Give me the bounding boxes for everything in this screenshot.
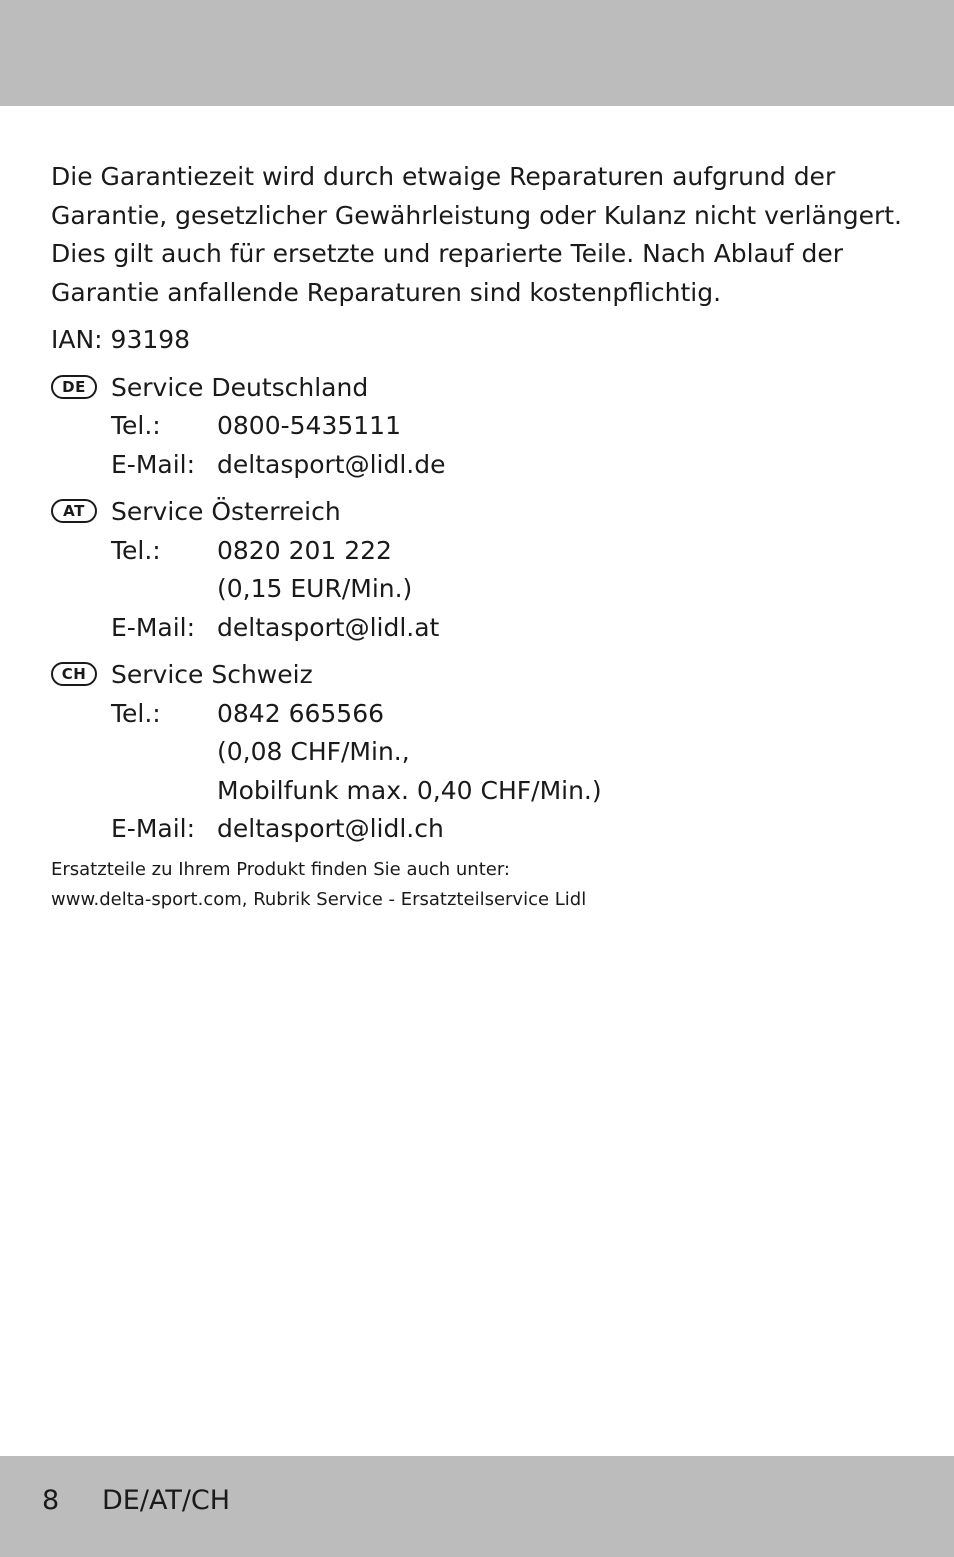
tel-note-row <box>111 570 911 609</box>
tel-rate-note: (0,15 EUR/Min.) <box>217 574 413 603</box>
tel-row <box>111 407 911 446</box>
tel-note-spacer <box>111 733 217 772</box>
footer-region-label: DE/AT/CH <box>102 1485 231 1516</box>
tel-note-spacer <box>111 570 217 609</box>
paragraph-line: Dies gilt auch für ersetzte und reparierte Teile. Nach Ablauf der <box>51 239 844 268</box>
tel-note-spacer <box>111 772 217 811</box>
note-line: Ersatzteile zu Ihrem Produkt finden Sie auch unter: <box>51 858 510 880</box>
email-address: deltasport@lidl.de <box>217 449 446 479</box>
header-band <box>0 0 954 106</box>
page-number: 8 <box>42 1485 60 1516</box>
tel-row <box>111 532 911 571</box>
de-country-badge-icon: DE <box>51 375 97 399</box>
service-block-de <box>51 369 911 485</box>
paragraph-line: Garantie anfallende Reparaturen sind kostenpflichtig. <box>51 277 722 307</box>
tel-label: Tel.: <box>111 411 161 440</box>
email-row <box>111 446 911 485</box>
service-title: Service Österreich <box>111 497 341 526</box>
tel-label: Tel.: <box>111 698 161 728</box>
ch-country-badge-icon: CH <box>51 662 97 686</box>
tel-mobile-note: Mobilfunk max. 0,40 CHF/Min.) <box>217 775 602 805</box>
service-title: Service Deutschland <box>111 372 369 402</box>
warranty-paragraph <box>51 158 911 312</box>
email-row <box>111 609 911 648</box>
tel-number: 0820 201 222 <box>217 535 392 565</box>
spare-parts-note <box>51 855 911 915</box>
tel-label: Tel.: <box>111 535 161 565</box>
service-title: Service Schweiz <box>111 660 313 689</box>
paragraph-line: Garantie, gesetzlicher Gewährleistung oder Kulanz nicht verlängert. <box>51 200 902 230</box>
ian-number: IAN: 93198 <box>51 325 191 354</box>
tel-number: 0842 665566 <box>217 698 385 728</box>
tel-rate-note: (0,08 CHF/Min., <box>217 737 410 766</box>
email-label: E-Mail: <box>111 814 196 843</box>
paragraph-line: Die Garantiezeit wird durch etwaige Reparaturen aufgrund der <box>51 162 836 191</box>
service-block-at <box>51 493 911 647</box>
tel-row <box>111 695 911 734</box>
email-row <box>111 810 911 849</box>
email-label: E-Mail: <box>111 449 196 479</box>
tel-note-row <box>111 733 911 772</box>
tel-number: 0800-5435111 <box>217 411 401 440</box>
service-block-ch <box>51 656 911 849</box>
email-address: deltasport@lidl.ch <box>217 814 444 843</box>
page-content <box>51 158 911 915</box>
tel-note-row <box>111 772 911 811</box>
at-country-badge-icon: AT <box>51 499 97 523</box>
note-url-line: www.delta-sport.com, Rubrik Service - Ersatzteilservice Lidl <box>51 888 587 910</box>
email-address: deltasport@lidl.at <box>217 612 440 642</box>
email-label: E-Mail: <box>111 612 196 642</box>
